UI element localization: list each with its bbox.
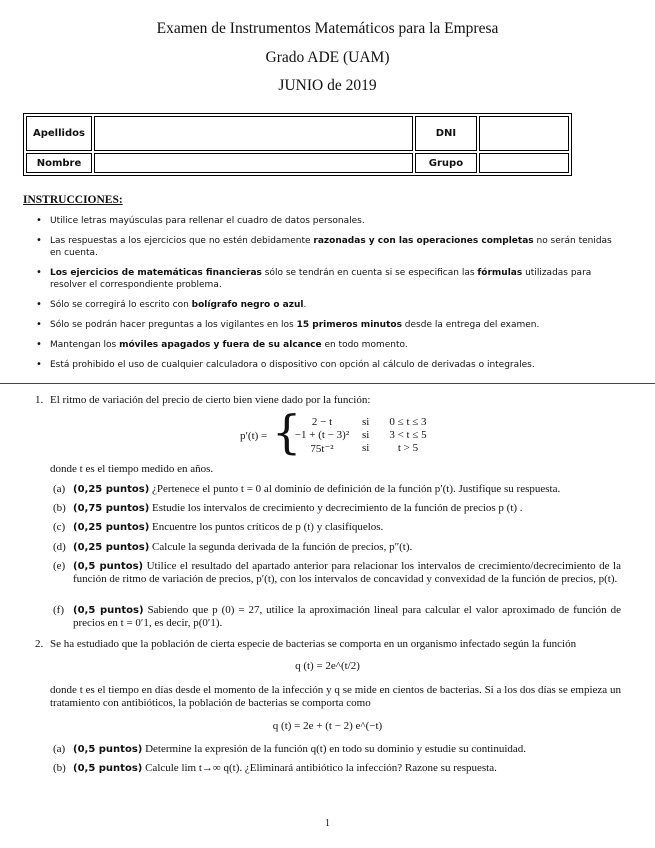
student-data-table <box>23 113 572 176</box>
instructions-heading: INSTRUCCIONES: <box>23 194 123 206</box>
exercise-2-middle: donde t es el tiempo en días desde el momento de la infección y q se mide en cientos de bacterias. Si a los dos días se empieza un tratamiento con antibióticos, la población de bacterias se comporta como <box>50 684 621 709</box>
exercise-1a: (a) (0,25 puntos) ¿Pertenece el punto t = 0 al dominio de definición de la función p′(t). Justifique su respuesta. <box>53 483 561 495</box>
dni-label: DNI <box>415 116 477 151</box>
nombre-field <box>94 153 413 173</box>
equation-2: q (t) = 2e + (t − 2) e^(−t) <box>272 720 383 732</box>
exam-title: Examen de Instrumentos Matemáticos para la Empresa <box>156 20 499 37</box>
piecewise-function <box>238 405 428 459</box>
grupo-label: Grupo <box>415 153 477 173</box>
function-name: p′(t) = <box>240 430 268 442</box>
instruction-item: • Sólo se corregirá lo escrito con bolígrafo negro o azul. <box>23 299 623 311</box>
exercise-1c: (c) (0,25 puntos) Encuentre los puntos críticos de p (t) y clasifíquelos. <box>53 521 384 533</box>
exercise-1-intro: El ritmo de variación del precio de cierto bien viene dado por la función: <box>50 394 371 406</box>
exercise-1d: (d) (0,25 puntos) Calcule la segunda derivada de la función de precios, p″(t). <box>53 541 413 553</box>
grupo-field <box>479 153 569 173</box>
instruction-item: • Sólo se podrán hacer preguntas a los vigilantes en los 15 primeros minutos desde la entrega del examen. <box>23 319 623 331</box>
apellidos-field <box>94 116 413 151</box>
exam-degree: Grado ADE (UAM) <box>265 49 390 66</box>
instruction-item: • Mantengan los móviles apagados y fuera de su alcance en todo momento. <box>23 339 623 351</box>
instruction-item: • Está prohibido el uso de cualquier calculadora o dispositivo con opción al cálculo de derivadas o integrales. <box>23 359 623 371</box>
left-brace: { <box>272 405 302 459</box>
piecewise-row: 75t⁻² si t > 5 <box>310 442 419 455</box>
exercise-1b: (b) (0,75 puntos) Estudie los intervalos de crecimiento y decrecimiento de la función de precios p (t) . <box>53 502 523 514</box>
exercise-1f: (f) (0,5 puntos) Sabiendo que p (0) = 27, utilice la aproximación lineal para calcular el valor aproximado de función de precios en t = 0′1, es decir, p(0′1). <box>53 604 621 629</box>
piecewise-row: 2 − t si 0 ≤ t ≤ 3 <box>311 416 427 428</box>
exercise-2-number: 2. <box>35 638 44 650</box>
equation-1: q (t) = 2e^(t/2) <box>295 660 360 672</box>
exercise-2b: (b) (0,5 puntos) Calcule lim t→∞ q(t). ¿Eliminará antibiótico la infección? Razone su respuesta. <box>53 762 497 774</box>
apellidos-label: Apellidos <box>26 116 92 151</box>
piecewise-row: −1 + (t − 3)² si 3 < t ≤ 5 <box>294 429 427 441</box>
dni-field <box>479 116 569 151</box>
instruction-item: • Las respuestas a los ejercicios que no estén debidamente razonadas y con las operaciones completas no serán tenidas en cuenta. <box>23 235 623 259</box>
instruction-item: • Los ejercicios de matemáticas financieras sólo se tendrán en cuenta si se especifican las fórmulas utilizadas para resolver el correspondiente problema. <box>23 267 623 291</box>
section-divider <box>0 383 655 384</box>
exercise-1e: (e) (0,5 puntos) Utilice el resultado del apartado anterior para relacionar los intervalos de crecimiento/decrecimiento de la función de ritmo de variación de precios, p′(t), con los intervalos de concavidad y convexidad de la función de precios, p(t). <box>53 560 621 585</box>
exercise-1-number: 1. <box>35 394 44 406</box>
exercise-2a: (a) (0,5 puntos) Determine la expresión de la función q(t) en todo su dominio y estudie su continuidad. <box>53 743 527 755</box>
exercise-1-note: donde t es el tiempo medido en años. <box>50 463 214 475</box>
exam-date: JUNIO de 2019 <box>278 77 377 94</box>
page-number: 1 <box>325 818 330 829</box>
exercise-2-intro: Se ha estudiado que la población de cierta especie de bacterias se comporta en un organismo infectado según la función <box>50 638 577 650</box>
nombre-label: Nombre <box>26 153 92 173</box>
instructions-list <box>23 207 623 371</box>
instruction-item: • Utilice letras mayúsculas para rellenar el cuadro de datos personales. <box>23 215 623 227</box>
